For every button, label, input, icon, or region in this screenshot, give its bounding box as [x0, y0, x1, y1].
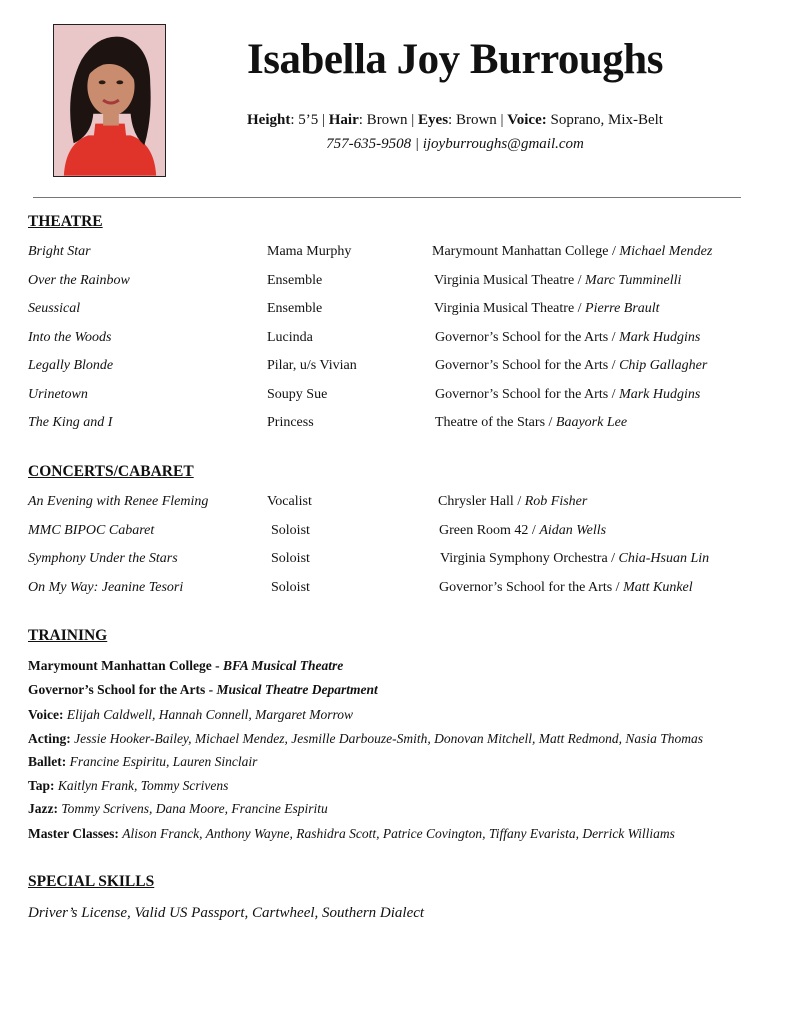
training-line	[28, 825, 675, 843]
credit-role: Lucinda	[267, 330, 313, 345]
venue-name: Virginia Musical Theatre /	[434, 301, 586, 316]
credit-role: Soloist	[271, 551, 310, 566]
venue-name: Governor’s School for the Arts /	[435, 387, 620, 402]
stat-label-voice: Voice:	[507, 112, 547, 128]
stat-value-eyes: : Brown |	[448, 112, 508, 128]
credit-row	[0, 413, 791, 433]
training-label: Tap:	[28, 778, 58, 793]
venue-name: Virginia Musical Theatre /	[434, 273, 586, 288]
credit-venue	[435, 385, 700, 405]
credit-show: Legally Blonde	[28, 358, 114, 373]
credit-venue	[435, 413, 627, 433]
credit-role: Pilar, u/s Vivian	[267, 358, 357, 373]
training-detail: Jessie Hooker-Bailey, Michael Mendez, Jesmille Darbouze-Smith, Donovan Mitchell, Matt Redmond, Nasia Thomas	[74, 731, 703, 746]
credit-row	[0, 271, 791, 291]
training-line	[28, 777, 228, 795]
credit-show: Symphony Under the Stars	[28, 551, 178, 566]
training-detail: Elijah Caldwell, Hannah Connell, Margaret Morrow	[66, 707, 353, 722]
venue-name: Theatre of the Stars /	[435, 415, 556, 430]
director-name: Baayork Lee	[555, 415, 628, 430]
skills-heading: SPECIAL SKILLS	[28, 873, 155, 890]
stat-value-height: : 5’5 |	[290, 112, 329, 128]
credit-role: Ensemble	[267, 273, 323, 288]
performer-name: Isabella Joy Burroughs	[247, 36, 663, 83]
director-name: Michael Mendez	[619, 244, 713, 259]
credit-show: Into the Woods	[28, 330, 112, 345]
training-label: Voice:	[28, 707, 67, 722]
credit-row	[0, 385, 791, 405]
theatre-heading: THEATRE	[28, 213, 103, 230]
credit-venue	[435, 356, 707, 376]
credit-venue	[439, 578, 693, 598]
training-detail: BFA Musical Theatre	[222, 658, 344, 673]
stat-label-height: Height	[247, 112, 291, 128]
training-label: Governor’s School for the Arts -	[28, 682, 217, 697]
credit-row	[0, 356, 791, 376]
training-detail: Francine Espiritu, Lauren Sinclair	[69, 754, 258, 769]
director-name: Rob Fisher	[524, 494, 588, 509]
credit-role: Vocalist	[267, 494, 312, 509]
contact-info: 757-635-9508 | ijoyburroughs@gmail.com	[326, 136, 584, 152]
stat-value-voice: Soprano, Mix-Belt	[546, 112, 663, 128]
stat-label-eyes: Eyes	[418, 112, 449, 128]
credit-venue	[434, 299, 660, 319]
credit-venue	[440, 549, 709, 569]
training-line	[28, 681, 378, 699]
training-detail: Alison Franck, Anthony Wayne, Rashidra Scott, Patrice Covington, Tiffany Evarista, Derrick Williams	[122, 826, 675, 841]
venue-name: Governor’s School for the Arts /	[435, 330, 620, 345]
headshot-illustration	[54, 25, 165, 176]
credit-row	[0, 578, 791, 598]
credit-row	[0, 299, 791, 319]
credit-venue	[435, 328, 700, 348]
training-label: Ballet:	[28, 754, 70, 769]
headshot-photo	[53, 24, 166, 177]
training-label: Acting:	[28, 731, 75, 746]
credit-role: Soloist	[271, 523, 310, 538]
director-name: Chip Gallagher	[619, 358, 708, 373]
credit-row	[0, 549, 791, 569]
training-label: Marymount Manhattan College -	[28, 658, 223, 673]
credit-row	[0, 492, 791, 512]
credit-role: Mama Murphy	[267, 244, 352, 259]
training-heading: TRAINING	[28, 627, 108, 644]
credit-row	[0, 521, 791, 541]
director-name: Mark Hudgins	[619, 387, 701, 402]
credit-venue	[434, 271, 681, 291]
director-name: Aidan Wells	[539, 523, 607, 538]
credit-show: An Evening with Renee Fleming	[28, 494, 209, 509]
training-detail: Musical Theatre Department	[216, 682, 378, 697]
physical-stats	[200, 110, 710, 130]
concerts-heading: CONCERTS/CABARET	[28, 463, 194, 480]
credit-show: MMC BIPOC Cabaret	[28, 523, 155, 538]
credit-role: Ensemble	[267, 301, 323, 316]
venue-name: Virginia Symphony Orchestra /	[440, 551, 619, 566]
venue-name: Chrysler Hall /	[438, 494, 525, 509]
credit-venue	[432, 242, 712, 262]
credit-venue	[438, 492, 587, 512]
header-divider	[33, 197, 741, 198]
training-detail: Tommy Scrivens, Dana Moore, Francine Espiritu	[61, 801, 328, 816]
credit-show: Over the Rainbow	[28, 273, 130, 288]
credit-show: Seussical	[28, 301, 81, 316]
training-line	[28, 800, 328, 818]
director-name: Matt Kunkel	[623, 580, 693, 595]
credit-role: Soupy Sue	[267, 387, 328, 402]
director-name: Marc Tumminelli	[585, 273, 682, 288]
credit-role: Princess	[267, 415, 314, 430]
credit-show: On My Way: Jeanine Tesori	[28, 580, 184, 595]
skills-list: Driver’s License, Valid US Passport, Cartwheel, Southern Dialect	[28, 905, 425, 921]
training-line	[28, 730, 703, 748]
stat-label-hair: Hair	[328, 112, 359, 128]
training-detail: Kaitlyn Frank, Tommy Scrivens	[57, 778, 229, 793]
training-label: Master Classes:	[28, 826, 123, 841]
venue-name: Green Room 42 /	[439, 523, 540, 538]
training-line	[28, 753, 257, 771]
training-line	[28, 657, 343, 675]
stat-value-hair: : Brown |	[358, 112, 419, 128]
venue-name: Marymount Manhattan College /	[432, 244, 620, 259]
credit-show: The King and I	[28, 415, 113, 430]
credit-show: Urinetown	[28, 387, 88, 402]
credit-show: Bright Star	[28, 244, 91, 259]
director-name: Chia-Hsuan Lin	[618, 551, 710, 566]
venue-name: Governor’s School for the Arts /	[439, 580, 624, 595]
venue-name: Governor’s School for the Arts /	[435, 358, 620, 373]
credit-row	[0, 242, 791, 262]
credit-role: Soloist	[271, 580, 310, 595]
director-name: Mark Hudgins	[619, 330, 701, 345]
director-name: Pierre Brault	[585, 301, 660, 316]
training-label: Jazz:	[28, 801, 62, 816]
credit-row	[0, 328, 791, 348]
training-line	[28, 706, 353, 724]
credit-venue	[439, 521, 606, 541]
